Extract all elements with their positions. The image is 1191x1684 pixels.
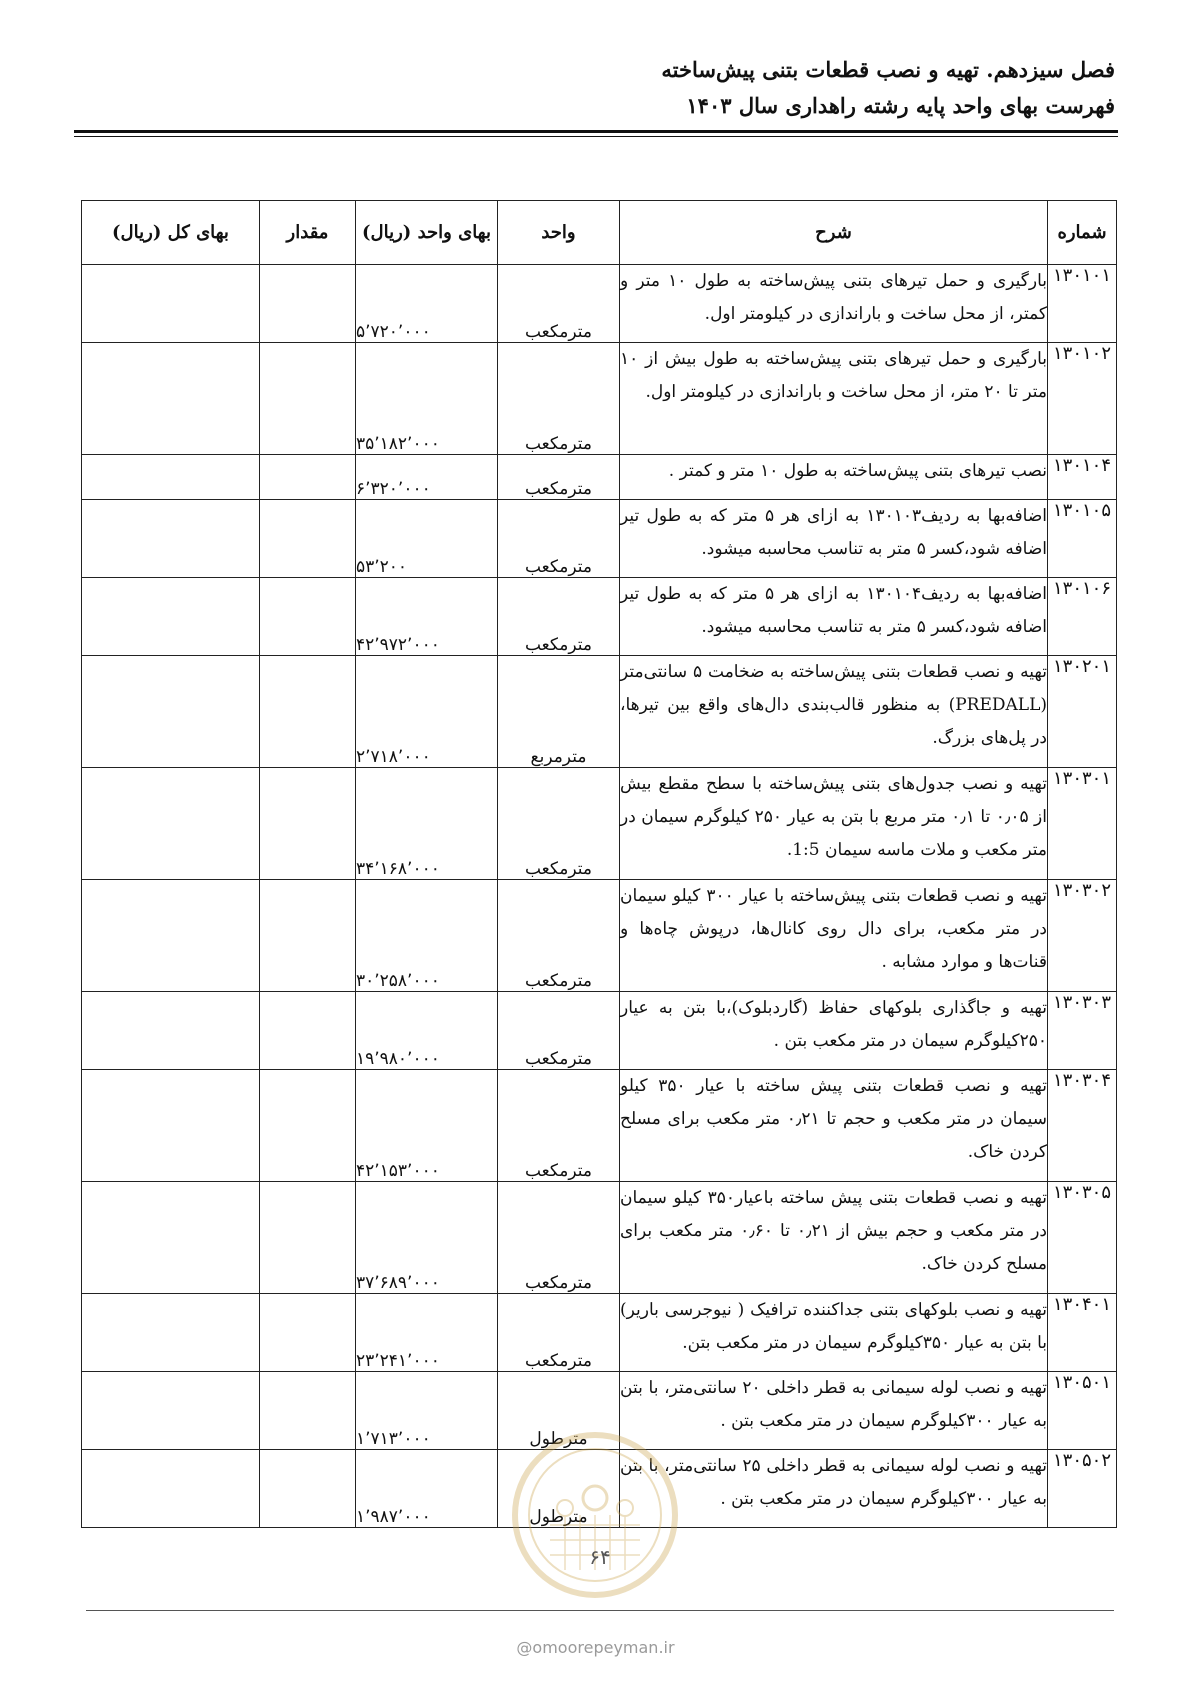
row-unit: مترمکعب	[498, 1070, 620, 1182]
page-header	[661, 52, 1115, 124]
row-code: ۱۳۰۱۰۱	[1048, 265, 1117, 343]
column-header-quantity: مقدار	[260, 201, 356, 265]
row-total-price	[82, 1182, 260, 1294]
row-unit: مترمکعب	[498, 455, 620, 500]
table-row	[82, 500, 1117, 578]
row-unit-price: ۳۷٬۶۸۹٬۰۰۰	[356, 1182, 498, 1294]
row-description: تهیه و نصب قطعات بتنی پیش ساخته با عیار ۳۵۰ کیلو سیمان در متر مکعب و حجم تا ۰٫۲۱ متر مکعب برای مسلح کردن خاک.	[620, 1070, 1048, 1182]
row-quantity	[260, 1372, 356, 1450]
row-unit-price: ۵٬۷۲۰٬۰۰۰	[356, 265, 498, 343]
row-unit: مترمکعب	[498, 768, 620, 880]
row-code: ۱۳۰۳۰۱	[1048, 768, 1117, 880]
row-unit: مترمکعب	[498, 343, 620, 455]
website-watermark: @omoorepeyman.ir	[516, 1638, 675, 1657]
footer-rule	[86, 1610, 1114, 1611]
row-code: ۱۳۰۳۰۴	[1048, 1070, 1117, 1182]
row-unit: مترمربع	[498, 656, 620, 768]
table-row	[82, 343, 1117, 455]
row-description: تهیه و نصب قطعات بتنی پیش‌ساخته به ضخامت ۵ سانتی‌متر (PREDALL) به منظور قالب‌بندی دال‌های واقع بین تیرها، در پل‌های بزرگ.	[620, 656, 1048, 768]
row-description: تهیه و نصب جدول‌های بتنی پیش‌ساخته با سطح مقطع بیش از ۰٫۰۵ تا ۰٫۱ متر مربع با بتن به عیار ۲۵۰ کیلوگرم سیمان در متر مکعب و ملات ماسه سیمان 1:5.	[620, 768, 1048, 880]
row-code: ۱۳۰۳۰۳	[1048, 992, 1117, 1070]
row-description: اضافه‌بها به ردیف۱۳۰۱۰۴ به ازای هر ۵ متر که به طول تیر اضافه شود،کسر ۵ متر به تناسب محاسبه میشود.	[620, 578, 1048, 656]
row-unit-price: ۴۲٬۹۷۲٬۰۰۰	[356, 578, 498, 656]
row-unit-price: ۵۳٬۲۰۰	[356, 500, 498, 578]
table-row	[82, 992, 1117, 1070]
table-row	[82, 656, 1117, 768]
row-code: ۱۳۰۱۰۲	[1048, 343, 1117, 455]
row-total-price	[82, 656, 260, 768]
row-description: بارگیری و حمل تیرهای بتنی پیش‌ساخته به طول بیش از ۱۰ متر تا ۲۰ متر، از محل ساخت و باراندازی در کیلومتر اول.	[620, 343, 1048, 455]
row-quantity	[260, 578, 356, 656]
row-unit: مترمکعب	[498, 1182, 620, 1294]
row-total-price	[82, 578, 260, 656]
table-row	[82, 265, 1117, 343]
row-total-price	[82, 992, 260, 1070]
table-row	[82, 1182, 1117, 1294]
row-total-price	[82, 1294, 260, 1372]
row-quantity	[260, 1070, 356, 1182]
row-unit: مترمکعب	[498, 578, 620, 656]
row-unit-price: ۲۳٬۲۴۱٬۰۰۰	[356, 1294, 498, 1372]
row-quantity	[260, 768, 356, 880]
row-total-price	[82, 1070, 260, 1182]
row-unit-price: ۱٬۷۱۳٬۰۰۰	[356, 1372, 498, 1450]
row-unit: مترمکعب	[498, 1294, 620, 1372]
price-list-title: فهرست بهای واحد پایه رشته راهداری سال ۱۴۰۳	[686, 93, 1115, 118]
row-code: ۱۳۰۵۰۲	[1048, 1450, 1117, 1528]
row-description: نصب تیرهای بتنی پیش‌ساخته به طول ۱۰ متر و کمتر .	[620, 455, 1048, 500]
row-unit-price: ۲٬۷۱۸٬۰۰۰	[356, 656, 498, 768]
row-unit-price: ۴۲٬۱۵۳٬۰۰۰	[356, 1070, 498, 1182]
row-unit: مترطول	[498, 1372, 620, 1450]
column-header-total-price: بهای کل (ریال)	[82, 201, 260, 265]
row-quantity	[260, 500, 356, 578]
price-table	[81, 200, 1117, 1528]
row-quantity	[260, 1450, 356, 1528]
table-row	[82, 1070, 1117, 1182]
row-unit-price: ۱٬۹۸۷٬۰۰۰	[356, 1450, 498, 1528]
row-quantity	[260, 656, 356, 768]
header-rule-thick	[74, 130, 1118, 133]
row-unit-price: ۳۵٬۱۸۲٬۰۰۰	[356, 343, 498, 455]
row-quantity	[260, 455, 356, 500]
row-quantity	[260, 343, 356, 455]
table-row	[82, 880, 1117, 992]
row-description: تهیه و نصب قطعات بتنی پیش‌ساخته با عیار ۳۰۰ کیلو سیمان در متر مکعب، برای دال روی کانال‌ها، درپوش چاه‌ها و قنات‌ها و موارد مشابه .	[620, 880, 1048, 992]
table-row	[82, 768, 1117, 880]
table-header-row	[82, 201, 1117, 265]
row-quantity	[260, 1182, 356, 1294]
row-unit-price: ۳۴٬۱۶۸٬۰۰۰	[356, 768, 498, 880]
row-unit: مترمکعب	[498, 265, 620, 343]
row-total-price	[82, 1372, 260, 1450]
row-total-price	[82, 1450, 260, 1528]
row-code: ۱۳۰۵۰۱	[1048, 1372, 1117, 1450]
row-quantity	[260, 265, 356, 343]
row-code: ۱۳۰۱۰۵	[1048, 500, 1117, 578]
table-row	[82, 1294, 1117, 1372]
row-unit: مترمکعب	[498, 500, 620, 578]
row-description: تهیه و جاگذاری بلوکهای حفاظ (گاردبلوک)،با بتن به عیار ۲۵۰کیلوگرم سیمان در متر مکعب بتن .	[620, 992, 1048, 1070]
row-description: اضافه‌بها به ردیف۱۳۰۱۰۳ به ازای هر ۵ متر که به طول تیر اضافه شود،کسر ۵ متر به تناسب محاسبه میشود.	[620, 500, 1048, 578]
page-number: ۶۴	[589, 1545, 611, 1569]
chapter-title: فصل سیزدهم. تهیه و نصب قطعات بتنی پیش‌ساخته	[661, 57, 1115, 82]
row-code: ۱۳۰۱۰۴	[1048, 455, 1117, 500]
row-description: تهیه و نصب لوله سیمانی به قطر داخلی ۲۵ سانتی‌متر، با بتن به عیار ۳۰۰کیلوگرم سیمان در متر مکعب بتن .	[620, 1450, 1048, 1528]
column-header-unit-price: بهای واحد (ریال)	[356, 201, 498, 265]
row-code: ۱۳۰۴۰۱	[1048, 1294, 1117, 1372]
row-total-price	[82, 343, 260, 455]
row-quantity	[260, 1294, 356, 1372]
row-total-price	[82, 500, 260, 578]
row-description: تهیه و نصب بلوکهای بتنی جداکننده ترافیک ( نیوجرسی باریر) با بتن به عیار ۳۵۰کیلوگرم سیمان در متر مکعب بتن.	[620, 1294, 1048, 1372]
header-rule-thin	[74, 136, 1118, 137]
row-code: ۱۳۰۱۰۶	[1048, 578, 1117, 656]
row-total-price	[82, 768, 260, 880]
row-description: تهیه و نصب قطعات بتنی پیش ساخته باعیار۳۵۰ کیلو سیمان در متر مکعب و حجم بیش از ۰٫۲۱ تا ۰٫۶۰ متر مکعب برای مسلح کردن خاک.	[620, 1182, 1048, 1294]
row-unit: مترمکعب	[498, 880, 620, 992]
row-total-price	[82, 880, 260, 992]
table-row	[82, 578, 1117, 656]
row-unit-price: ۳۰٬۲۵۸٬۰۰۰	[356, 880, 498, 992]
row-code: ۱۳۰۳۰۲	[1048, 880, 1117, 992]
column-header-description: شرح	[620, 201, 1048, 265]
row-unit: مترطول	[498, 1450, 620, 1528]
column-header-code: شماره	[1048, 201, 1117, 265]
row-code: ۱۳۰۲۰۱	[1048, 656, 1117, 768]
table-row	[82, 455, 1117, 500]
row-unit-price: ۱۹٬۹۸۰٬۰۰۰	[356, 992, 498, 1070]
row-code: ۱۳۰۳۰۵	[1048, 1182, 1117, 1294]
column-header-unit: واحد	[498, 201, 620, 265]
row-total-price	[82, 455, 260, 500]
organization-seal-icon	[510, 1430, 680, 1600]
row-quantity	[260, 880, 356, 992]
row-unit-price: ۶٬۳۲۰٬۰۰۰	[356, 455, 498, 500]
row-quantity	[260, 992, 356, 1070]
row-description: تهیه و نصب لوله سیمانی به قطر داخلی ۲۰ سانتی‌متر، با بتن به عیار ۳۰۰کیلوگرم سیمان در متر مکعب بتن .	[620, 1372, 1048, 1450]
row-description: بارگیری و حمل تیرهای بتنی پیش‌ساخته به طول ۱۰ متر و کمتر، از محل ساخت و باراندازی در کیلومتر اول.	[620, 265, 1048, 343]
row-total-price	[82, 265, 260, 343]
row-unit: مترمکعب	[498, 992, 620, 1070]
